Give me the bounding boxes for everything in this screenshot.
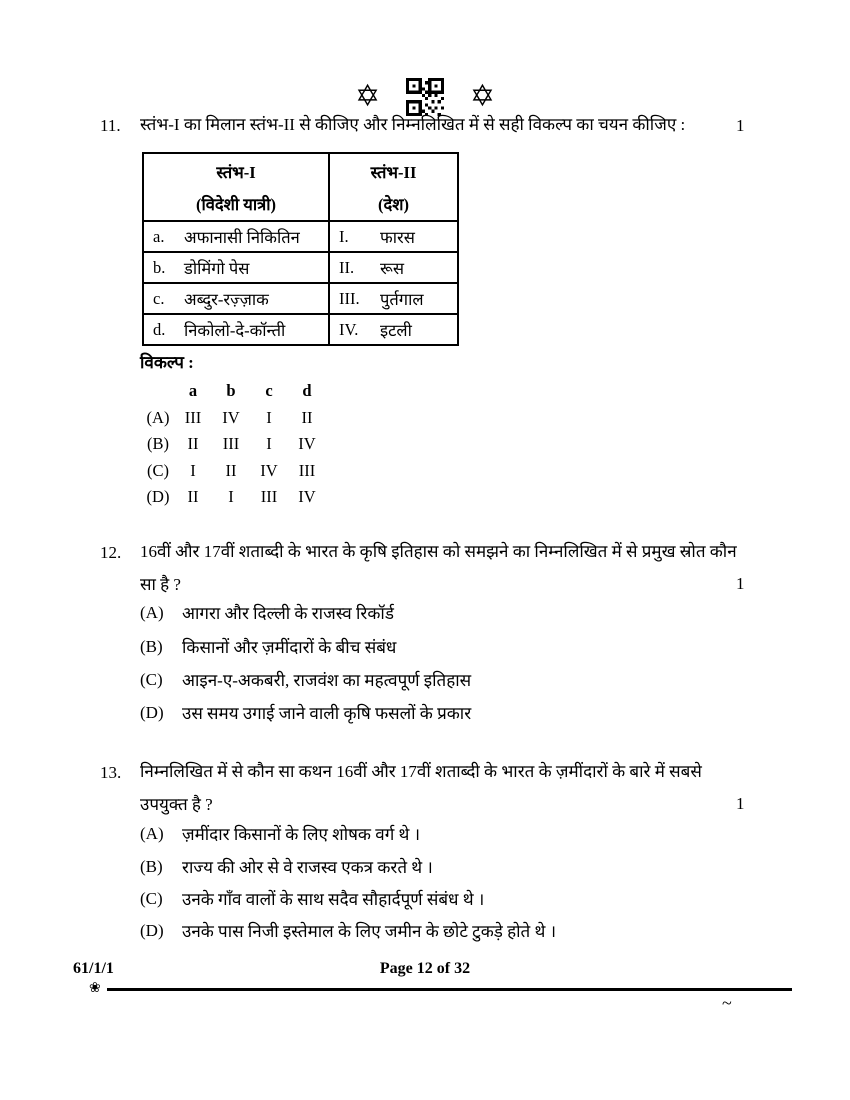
- option-value: I: [228, 487, 234, 506]
- traveller-name: निकोलो-दे-कॉन्ती: [184, 321, 286, 340]
- country-name: इटली: [380, 321, 412, 340]
- grid-spacer: [142, 381, 174, 408]
- q13-option-b-label: (B): [140, 857, 163, 876]
- row-numeral: III.: [339, 288, 360, 308]
- traveller-name: अफानासी निकितिन: [184, 228, 300, 247]
- q13-option-c-text: उनके गाँव वालों के साथ सदैव सौहार्दपूर्ण संबंध थे ।: [182, 890, 485, 909]
- option-value: II: [187, 487, 199, 506]
- q13-number: 13.: [100, 763, 122, 782]
- row-letter: b.: [153, 257, 166, 277]
- q12-marks: 1: [736, 574, 745, 593]
- column1-subtitle: (विदेशी यात्री): [195, 194, 277, 214]
- option-value: IV: [222, 407, 240, 427]
- grid-header-a: a: [188, 381, 198, 400]
- q12-option-a-text: आगरा और दिल्ली के राजस्व रिकॉर्ड: [182, 604, 394, 623]
- traveller-name: डोमिंगो पेस: [184, 259, 250, 278]
- row-letter: a.: [153, 226, 165, 246]
- q13-option-c-label: (C): [140, 889, 163, 908]
- option-label: (A): [146, 407, 170, 427]
- column2-title: स्तंभ-II: [370, 162, 417, 182]
- option-value: II: [187, 434, 199, 453]
- grid-header-c: c: [265, 381, 273, 400]
- option-value: IV: [298, 487, 316, 506]
- q12-option-c-label: (C): [140, 670, 163, 689]
- option-label: (D): [146, 487, 170, 506]
- row-letter: c.: [153, 288, 165, 308]
- option-value: II: [301, 407, 313, 427]
- row-letter: d.: [153, 319, 166, 339]
- grid-header-b: b: [226, 381, 236, 400]
- q12-option-b-label: (B): [140, 637, 163, 656]
- q13-marks: 1: [736, 794, 745, 813]
- q12-number: 12.: [100, 543, 122, 562]
- footer-divider: [107, 988, 792, 991]
- q12-text-line2: सा है ?: [140, 575, 181, 594]
- q13-option-d-text: उनके पास निजी इस्तेमाल के लिए जमीन के छोटे टुकड़े होते थे ।: [182, 922, 557, 941]
- option-value: III: [298, 460, 316, 480]
- row-numeral: II.: [339, 257, 355, 277]
- q11-number: 11.: [100, 116, 121, 135]
- star-of-david-icon: ✡: [355, 80, 381, 113]
- row-numeral: IV.: [339, 319, 359, 339]
- option-value: I: [190, 460, 196, 480]
- traveller-name: अब्दुर-रज़्ज़ाक: [184, 290, 269, 309]
- q13-option-a-label: (A): [140, 824, 164, 843]
- q13-text-line2: उपयुक्त है ?: [140, 795, 213, 814]
- qr-code: [406, 78, 444, 116]
- table-row: [143, 221, 458, 252]
- column1-title: स्तंभ-I: [216, 162, 256, 182]
- q12-text-line1: 16वीं और 17वीं शताब्दी के भारत के कृषि इतिहास को समझने का निम्नलिखित में से प्रमुख स्रोत कौन: [140, 542, 737, 561]
- table-row: [143, 314, 458, 345]
- column2-subtitle: (देश): [378, 194, 409, 214]
- column2-header: [329, 153, 458, 221]
- option-label: (C): [147, 460, 169, 480]
- tilde-mark: ~: [722, 993, 732, 1013]
- q11-options-label: विकल्प :: [140, 353, 194, 372]
- flower-icon: ❀: [89, 981, 101, 996]
- star-of-david-icon: ✡: [469, 80, 495, 113]
- option-value: I: [266, 407, 272, 427]
- q12-option-b-text: किसानों और ज़मींदारों के बीच संबंध: [182, 638, 397, 657]
- q11-options-grid: [142, 381, 326, 514]
- q12-option-d-label: (D): [140, 703, 164, 722]
- option-value: I: [266, 434, 272, 453]
- option-value: II: [225, 460, 237, 480]
- header-decorations: [355, 78, 495, 116]
- q11-match-table: [142, 152, 459, 346]
- country-name: रूस: [380, 259, 404, 278]
- paper-code: 61/1/1: [73, 960, 114, 977]
- table-row: [143, 283, 458, 314]
- table-row: [143, 252, 458, 283]
- q12-option-d-text: उस समय उगाई जाने वाली कृषि फसलों के प्रकार: [182, 704, 472, 723]
- q11-marks: 1: [736, 116, 745, 135]
- option-value: IV: [298, 434, 316, 453]
- table-header-row: [143, 153, 458, 221]
- page-indicator: Page 12 of 32: [379, 960, 471, 977]
- q13-option-d-label: (D): [140, 921, 164, 940]
- q12-option-c-text: आइन-ए-अकबरी, राजवंश का महत्वपूर्ण इतिहास: [182, 671, 472, 690]
- q13-text-line1: निम्नलिखित में से कौन सा कथन 16वीं और 17वीं शताब्दी के भारत के ज़मींदारों के बारे में सबसे: [140, 762, 702, 781]
- country-name: फारस: [380, 228, 415, 247]
- q11-text: स्तंभ-I का मिलान स्तंभ-II से कीजिए और निम्नलिखित में से सही विकल्प का चयन कीजिए :: [140, 115, 686, 134]
- column1-header: [143, 153, 329, 221]
- q13-option-a-text: ज़मींदार किसानों के लिए शोषक वर्ग थे ।: [182, 825, 421, 844]
- q12-option-a-label: (A): [140, 603, 164, 622]
- option-value: III: [260, 487, 278, 506]
- grid-header-d: d: [302, 381, 312, 400]
- row-numeral: I.: [339, 226, 349, 246]
- q13-option-b-text: राज्य की ओर से वे राजस्व एकत्र करते थे ।: [182, 858, 433, 877]
- option-value: III: [222, 434, 240, 453]
- option-label: (B): [147, 434, 169, 453]
- option-value: IV: [260, 460, 278, 480]
- country-name: पुर्तगाल: [380, 290, 424, 309]
- option-value: III: [184, 407, 202, 427]
